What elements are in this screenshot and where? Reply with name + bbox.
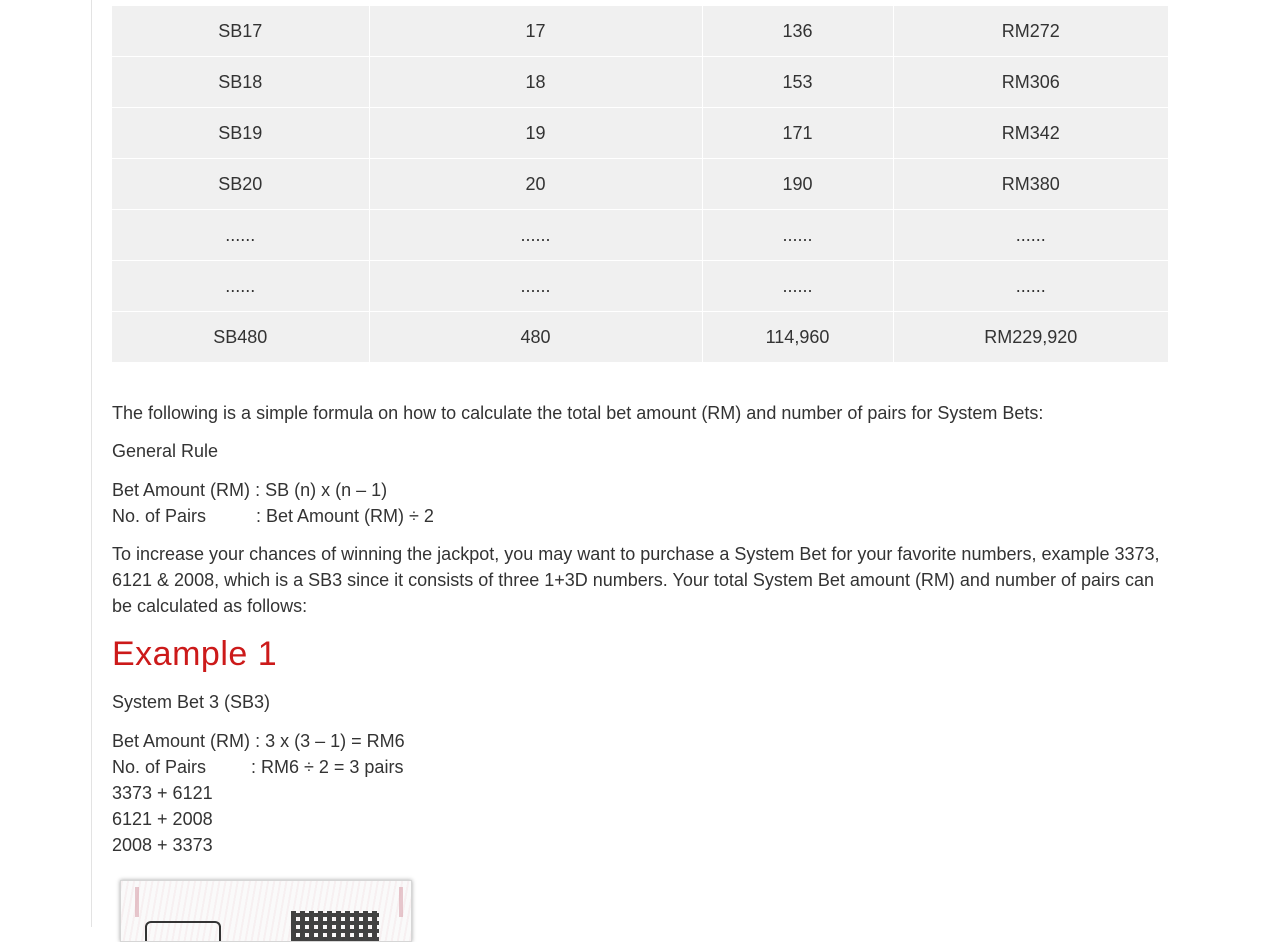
example-1-subtitle: System Bet 3 (SB3) bbox=[112, 692, 271, 712]
table-cell: 190 bbox=[702, 159, 893, 210]
table-row bbox=[112, 312, 1168, 363]
pair-combination: 2008 + 3373 bbox=[112, 835, 213, 855]
table-cell: RM380 bbox=[893, 159, 1168, 210]
example-pairs-label: No. of Pairs bbox=[112, 757, 207, 777]
pairs-formula: : Bet Amount (RM) ÷ 2 bbox=[256, 506, 434, 526]
system-bet-table bbox=[112, 3, 1168, 362]
general-rule-formulas bbox=[112, 477, 434, 529]
table-cell: SB18 bbox=[112, 57, 369, 108]
table-cell: 19 bbox=[369, 108, 702, 159]
table-row bbox=[112, 5, 1168, 57]
qr-code-icon bbox=[291, 911, 379, 941]
ticket-image bbox=[120, 880, 412, 942]
table-cell: SB17 bbox=[112, 5, 369, 57]
pair-combination: 6121 + 2008 bbox=[112, 809, 213, 829]
example-bet-amount-value: : 3 x (3 – 1) = RM6 bbox=[255, 731, 405, 751]
example-1-heading: Example 1 bbox=[112, 635, 278, 673]
table-cell: 171 bbox=[702, 108, 893, 159]
table-cell: ...... bbox=[893, 261, 1168, 312]
content-left-border bbox=[91, 0, 92, 927]
table-cell: 17 bbox=[369, 5, 702, 57]
table-cell: RM229,920 bbox=[893, 312, 1168, 363]
example-1-calculation bbox=[112, 728, 405, 858]
table-cell: ...... bbox=[369, 261, 702, 312]
table-row bbox=[112, 57, 1168, 108]
intro-paragraph: The following is a simple formula on how to calculate the total bet amount (RM) and number of pairs for System Bets: bbox=[112, 403, 1044, 423]
table-row bbox=[112, 261, 1168, 312]
increase-chances-paragraph: To increase your chances of winning the jackpot, you may want to purchase a System Bet for your favorite numbers, example 3373, 6121 & 2008, which is a SB3 since it consists of three 1+3D numbers. Your total System Bet amount (RM) and number of pairs can be calculated as follows: bbox=[112, 544, 1160, 616]
example-pairs-value: : RM6 ÷ 2 = 3 pairs bbox=[251, 757, 404, 777]
table-cell: RM306 bbox=[893, 57, 1168, 108]
ticket-left-mark bbox=[135, 887, 139, 917]
bet-amount-label: Bet Amount (RM) bbox=[112, 480, 251, 500]
table-cell: ...... bbox=[112, 210, 369, 261]
table-cell: 153 bbox=[702, 57, 893, 108]
ticket-logo bbox=[145, 921, 221, 942]
bet-amount-formula: : SB (n) x (n – 1) bbox=[255, 480, 388, 500]
table-cell: SB19 bbox=[112, 108, 369, 159]
table-cell: 136 bbox=[702, 5, 893, 57]
pairs-label: No. of Pairs bbox=[112, 506, 207, 526]
table-row bbox=[112, 159, 1168, 210]
example-bet-amount-label: Bet Amount (RM) bbox=[112, 731, 251, 751]
table-cell: ...... bbox=[369, 210, 702, 261]
general-rule-heading: General Rule bbox=[112, 441, 219, 461]
table-row bbox=[112, 210, 1168, 261]
table-cell: 20 bbox=[369, 159, 702, 210]
table-cell: 114,960 bbox=[702, 312, 893, 363]
table-cell: ...... bbox=[702, 261, 893, 312]
table-cell: RM272 bbox=[893, 5, 1168, 57]
table-cell: ...... bbox=[702, 210, 893, 261]
table-cell: 480 bbox=[369, 312, 702, 363]
table-cell: ...... bbox=[893, 210, 1168, 261]
table-cell: SB480 bbox=[112, 312, 369, 363]
table-cell: ...... bbox=[112, 261, 369, 312]
table-cell: SB20 bbox=[112, 159, 369, 210]
table-row bbox=[112, 108, 1168, 159]
table-cell: 18 bbox=[369, 57, 702, 108]
table-cell: RM342 bbox=[893, 108, 1168, 159]
pair-combination: 3373 + 6121 bbox=[112, 783, 213, 803]
ticket-right-mark bbox=[399, 887, 403, 917]
